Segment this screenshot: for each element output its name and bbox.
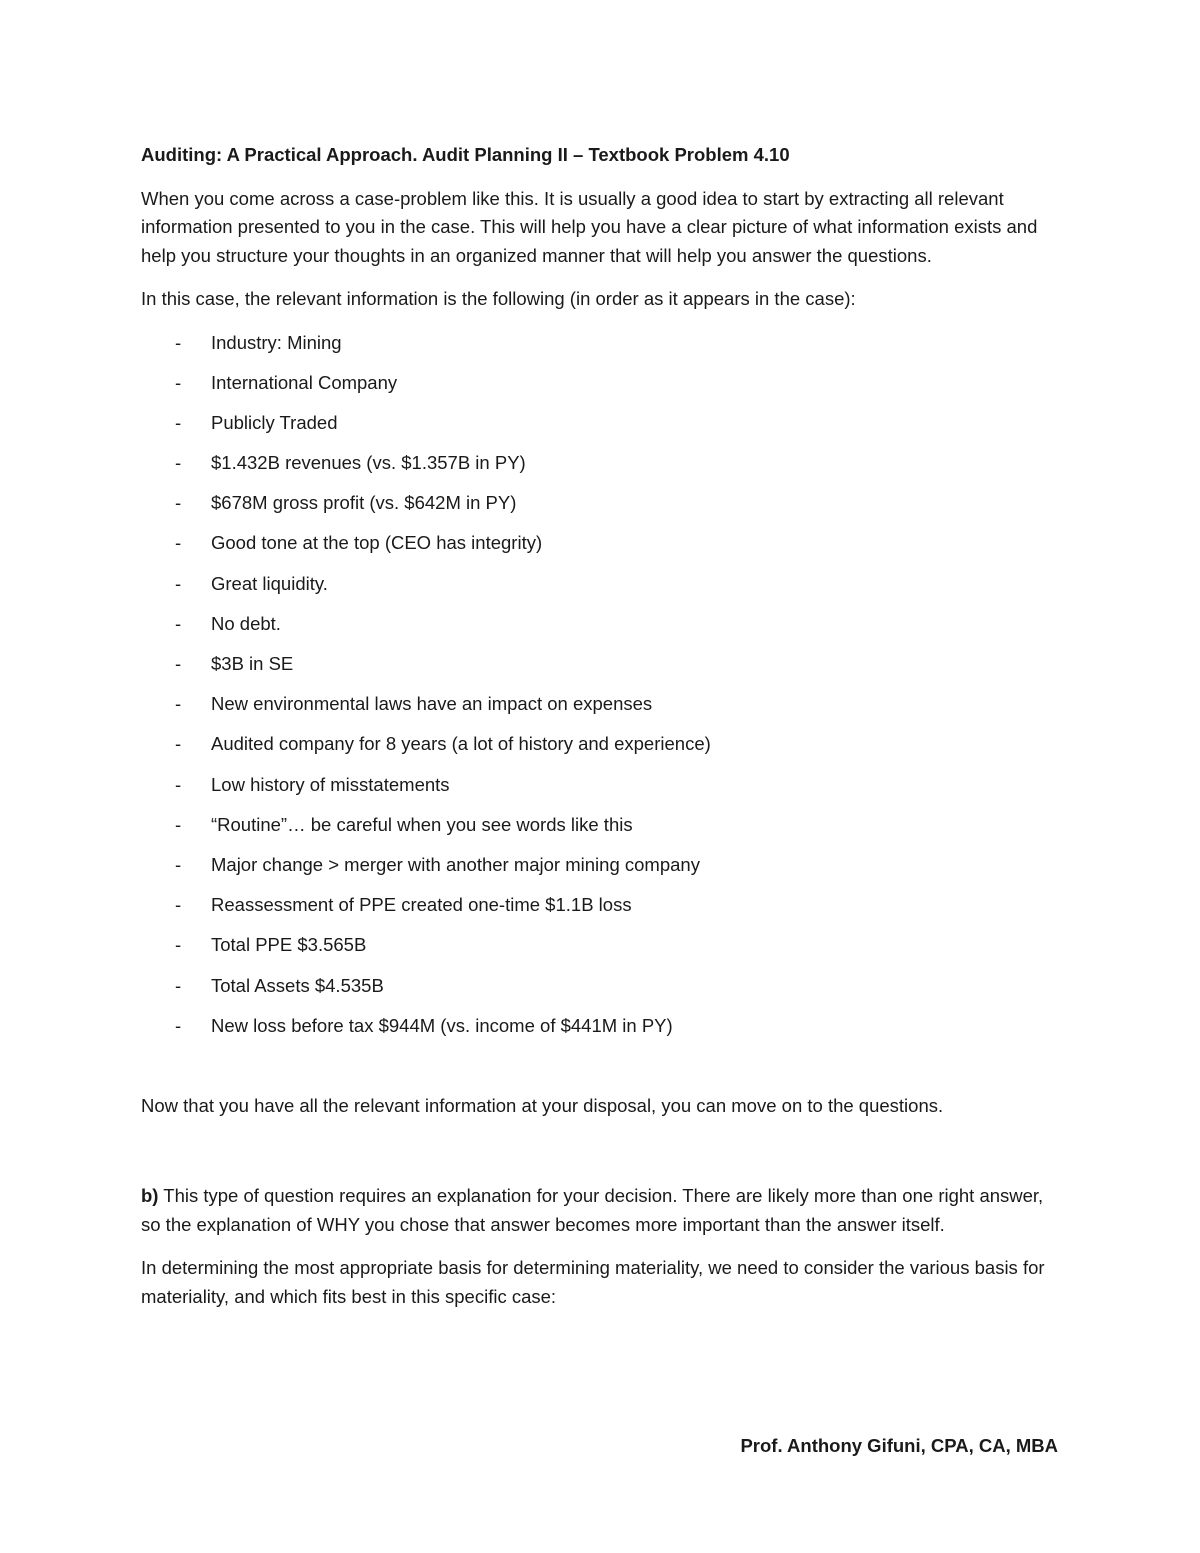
list-item-text: Reassessment of PPE created one-time $1.1B loss bbox=[211, 894, 632, 916]
list-item-text: $1.432B revenues (vs. $1.357B in PY) bbox=[211, 452, 526, 474]
bullet-dash: - bbox=[175, 612, 182, 634]
list-item-text: Total Assets $4.535B bbox=[211, 974, 384, 996]
list-item-text: $678M gross profit (vs. $642M in PY) bbox=[211, 492, 517, 514]
spacer bbox=[141, 1052, 1061, 1092]
list-item bbox=[141, 730, 1061, 770]
list-item bbox=[141, 931, 1061, 971]
list-item bbox=[141, 650, 1061, 690]
bullet-dash: - bbox=[175, 853, 182, 875]
bullet-dash: - bbox=[175, 733, 182, 755]
list-item bbox=[141, 690, 1061, 730]
list-item bbox=[141, 570, 1061, 610]
list-item-text: “Routine”… be careful when you see words like this bbox=[211, 813, 633, 835]
list-item-text: Low history of misstatements bbox=[211, 773, 450, 795]
bullet-dash: - bbox=[175, 813, 182, 835]
list-item-text: Publicly Traded bbox=[211, 411, 338, 433]
materiality-paragraph: In determining the most appropriate basis for determining materiality, we need to consider the various basis for materiality, and which fits best in this specific case: bbox=[141, 1257, 1045, 1307]
list-item bbox=[141, 1012, 1061, 1052]
list-item-text: No debt. bbox=[211, 612, 281, 634]
bullet-dash: - bbox=[175, 653, 182, 674]
list-item bbox=[141, 489, 1061, 529]
list-item-text: Audited company for 8 years (a lot of history and experience) bbox=[211, 733, 711, 755]
list-item-text: International Company bbox=[211, 371, 398, 393]
bullet-dash: - bbox=[175, 934, 182, 956]
list-item bbox=[141, 329, 1061, 369]
list-item-text: Major change > merger with another major mining company bbox=[211, 853, 700, 875]
list-item bbox=[141, 409, 1061, 449]
list-item-text: Great liquidity. bbox=[211, 572, 328, 594]
bullet-dash: - bbox=[175, 492, 182, 514]
bullet-dash: - bbox=[175, 693, 182, 715]
bullet-dash: - bbox=[175, 411, 182, 433]
list-item bbox=[141, 851, 1061, 891]
bullet-dash: - bbox=[175, 532, 182, 554]
list-intro-paragraph: In this case, the relevant information is the following (in order as it appears in the case): bbox=[141, 288, 856, 309]
bullet-dash: - bbox=[175, 1014, 182, 1036]
list-item bbox=[141, 771, 1061, 811]
bullet-dash: - bbox=[175, 572, 182, 594]
bullet-dash: - bbox=[175, 452, 182, 474]
list-item bbox=[141, 369, 1061, 409]
list-item bbox=[141, 529, 1061, 569]
bullet-dash: - bbox=[175, 773, 182, 795]
bullet-dash: - bbox=[175, 974, 182, 996]
list-item bbox=[141, 891, 1061, 931]
list-item bbox=[141, 972, 1061, 1012]
list-item bbox=[141, 449, 1061, 489]
list-item-text: Industry: Mining bbox=[211, 331, 342, 353]
list-item bbox=[141, 811, 1061, 851]
document-title: Auditing: A Practical Approach. Audit Planning II – Textbook Problem 4.10 bbox=[141, 144, 790, 165]
bullet-dash: - bbox=[175, 894, 182, 916]
author-footer: Prof. Anthony Gifuni, CPA, CA, MBA bbox=[740, 1435, 1058, 1456]
document-body bbox=[141, 141, 1061, 1326]
part-b-paragraph bbox=[141, 1182, 1061, 1239]
relevant-info-list bbox=[141, 329, 1061, 1052]
spacer bbox=[141, 1135, 1061, 1182]
list-item bbox=[141, 610, 1061, 650]
list-item-text: New loss before tax $944M (vs. income of $441M in PY) bbox=[211, 1014, 673, 1036]
part-b-text: This type of question requires an explanation for your decision. There are likely more than one right answer, so the explanation of WHY you chose that answer becomes more important than the answer itself. bbox=[141, 1185, 1044, 1235]
bullet-dash: - bbox=[175, 371, 182, 393]
bullet-dash: - bbox=[175, 331, 182, 353]
list-item-text: New environmental laws have an impact on expenses bbox=[211, 693, 653, 715]
list-item-text: $3B in SE bbox=[211, 653, 294, 674]
part-b-label: b) bbox=[141, 1185, 159, 1207]
transition-paragraph: Now that you have all the relevant information at your disposal, you can move on to the questions. bbox=[141, 1094, 944, 1116]
list-item-text: Total PPE $3.565B bbox=[211, 934, 367, 956]
intro-paragraph: When you come across a case-problem like this. It is usually a good idea to start by extracting all relevant information presented to you in the case. This will help you have a clear picture of what information exists and help you structure your thoughts in an organized manner that will help you answer the questions. bbox=[141, 187, 1038, 266]
list-item-text: Good tone at the top (CEO has integrity) bbox=[211, 532, 543, 554]
